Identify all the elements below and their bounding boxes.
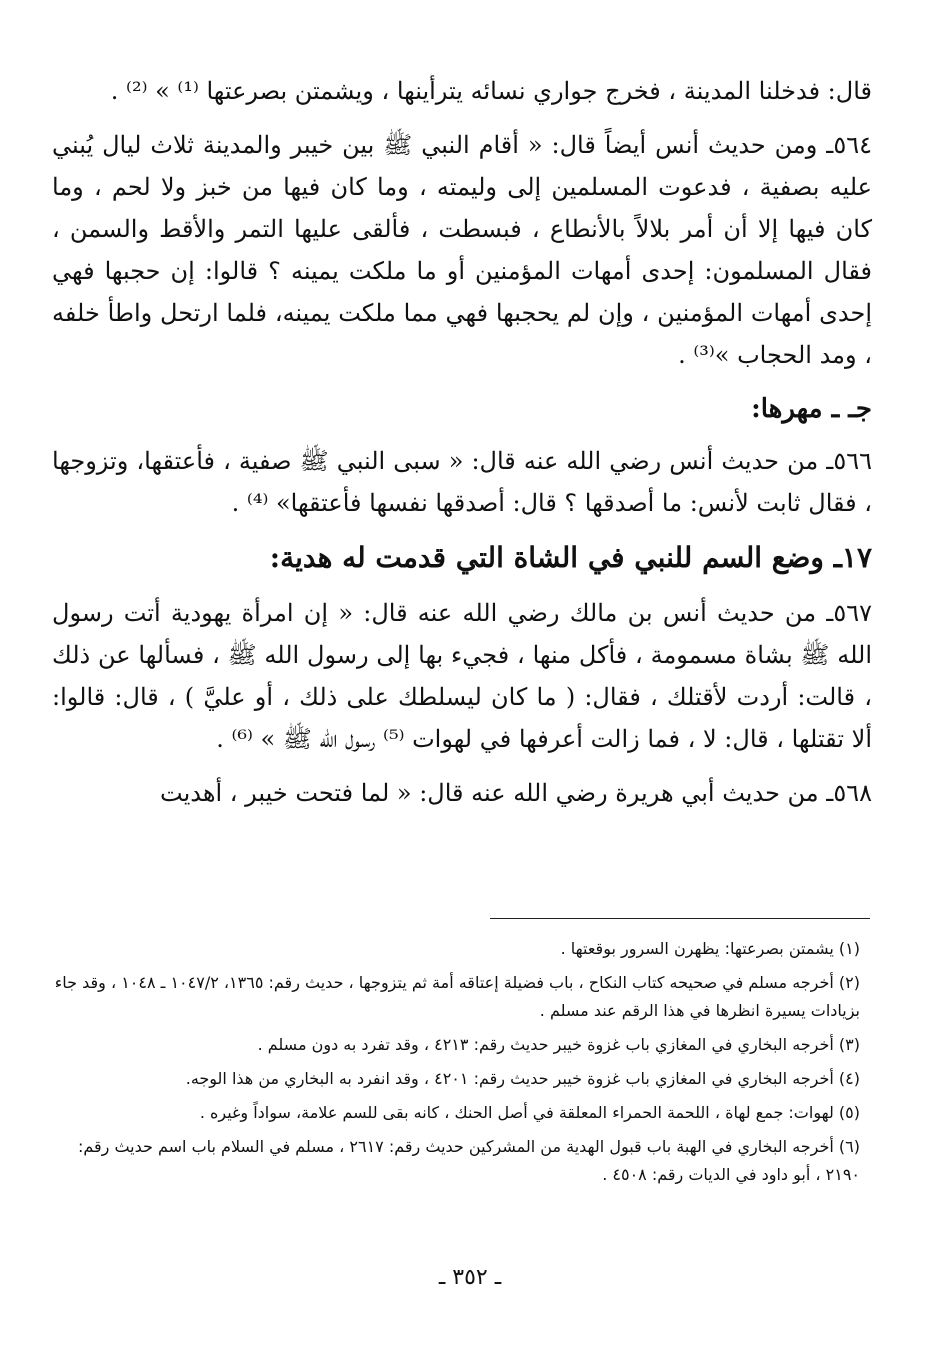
paragraph-567: ٥٦٧ـ من حديث أنس بن مالك رضي الله عنه قال: « إن امرأة يهودية أتت رسول الله ﷺ بشاة مسمومة ، فأكل منها ، فجيء بها إلى رسول الله ﷺ ، فسألها عن ذلك ، قالت: أردت لأقتلك ، فقال: ( ما كان ليسلطك على ذلك ، أو عليَّ ) ، قال: قالوا: ألا تقتلها ، قال: لا ، فما زالت أعرفها في لهوات ⁽⁵⁾ رسول الله ﷺ » ⁽⁶⁾ . [52,599,873,753]
page-number: ـ ٣٥٢ ـ [438,1265,502,1290]
paragraph-568: ٥٦٨ـ من حديث أبي هريرة رضي الله عنه قال: « لما فتحت خيبر ، أهديت [160,779,872,807]
footnotes-divider [490,918,870,919]
footnote-4: (٤) أخرجه البخاري في المغازي باب غزوة خيبر حديث رقم: ٤٢٠١ ، وقد انفرد به البخاري من هذا الوجه. [185,1069,860,1088]
section-heading-mahr: جـ ـ مهرها: [751,394,872,424]
paragraph-continuation: قال: فدخلنا المدينة ، فخرج جواري نسائه يترأينها ، ويشمتن بصرعتها ⁽¹⁾ » ⁽²⁾ . [110,77,872,105]
main-text [52,70,872,814]
footnote-2: (٢) أخرجه مسلم في صحيحه كتاب النكاح ، باب فضيلة إعتاقه أمة ثم يتزوجها ، حديث رقم: ١٣٦٥، ١٠٤٧/٢ ـ ١٠٤٨ ، وقد جاء بزيادات يسيرة انظرها في هذا الرقم عند مسلم . [54,973,860,1020]
paragraph-564: ٥٦٤ـ ومن حديث أنس أيضاً قال: « أقام النبي ﷺ بين خيبر والمدينة ثلاث ليال يُبني عليه بصفية ، فدعوت المسلمين إلى وليمته ، وما كان فيها من خبز ولا لحم ، وما كان فيها إلا أن أمر بلالاً بالأنطاع ، فبسطت ، فألقى عليها التمر والأقط والسمن ، فقال المسلمون: إحدى أمهات المؤمنين أو ما ملكت يمينه ؟ قالوا: إن حجبها فهي إحدى أمهات المؤمنين ، وإن لم يحجبها فهي مما ملكت يمينه، فلما ارتحل واطأ خلفه ، ومد الحجاب »⁽³⁾ . [52,131,872,369]
footnotes [52,935,860,1195]
paragraph-566: ٥٦٦ـ من حديث أنس رضي الله عنه قال: « سبى النبي ﷺ صفية ، فأعتقها، وتزوجها ، فقال ثابت لأنس: ما أصدقها ؟ قال: أصدقها نفسها فأعتقها» ⁽⁴⁾ . [52,447,872,517]
footnote-3: (٣) أخرجه البخاري في المغازي باب غزوة خيبر حديث رقم: ٤٢١٣ ، وقد تفرد به دون مسلم . [257,1035,860,1054]
section-heading-17: ١٧ـ وضع السم للنبي في الشاة التي قدمت له هدية: [269,541,872,574]
footnote-6: (٦) أخرجه البخاري في الهبة باب قبول الهدية من المشركين حديث رقم: ٢٦١٧ ، مسلم في السلام باب اسم حديث رقم: ٢١٩٠ ، أبو داود في الديات رقم: ٤٥٠٨ . [77,1137,860,1184]
footnote-5: (٥) لهوات: جمع لهاة ، اللحمة الحمراء المعلقة في أصل الحنك ، كانه بقى للسم علامة، سواداً وغيره . [199,1103,860,1122]
footnote-1: (١) يشمتن بصرعتها: يظهرن السرور بوقعتها . [560,939,860,958]
